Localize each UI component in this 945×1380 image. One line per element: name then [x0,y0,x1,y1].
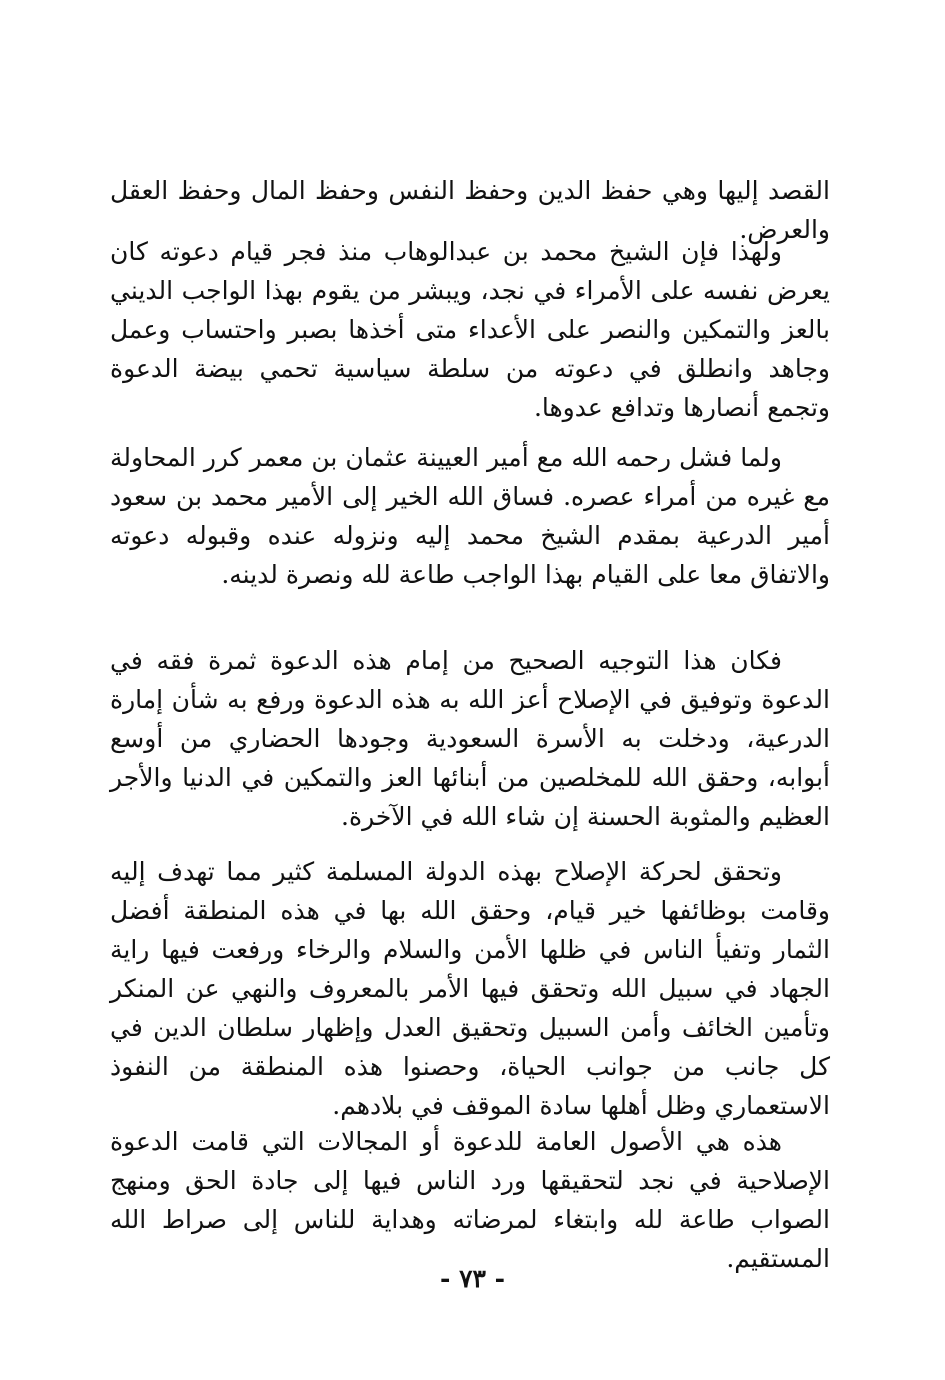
paragraph-4 [110,641,830,836]
paragraph-text: وتحقق لحركة الإصلاح بهذه الدولة المسلمة كثير مما تهدف إليه وقامت بوظائفها خير قيام، وحقق الله بها في هذه المنطقة أفضل الثمار وتفيأ الناس في ظلها الأمن والسلام والرخاء ورفعت فيها راية الجهاد في سبيل الله وتحقق فيها الأمر بالمعروف والنهي عن المنكر وتأمين الخائف وأمن السبيل وتحقيق العدل وإظهار سلطان الدين في كل جانب من جوانب الحياة، وحصنوا هذه المنطقة من النفوذ الاستعماري وظل أهلها سادة الموقف في بلادهم. [110,857,830,1120]
paragraph-5 [110,852,830,1125]
paragraph-text: ولهذا فإن الشيخ محمد بن عبدالوهاب منذ فجر قيام دعوته كان يعرض نفسه على الأمراء في نجد، ويبشر من يقوم بهذا الواجب الديني بالعز والتمكين والنصر على الأعداء متى أخذها بصبر واحتساب وعمل وجاهد وانطلق في دعوته من سلطة سياسية تحمي بيضة الدعوة وتجمع أنصارها وتدافع عدوها. [110,237,830,422]
paragraph-2 [110,232,830,427]
paragraph-text: فكان هذا التوجيه الصحيح من إمام هذه الدعوة ثمرة فقه في الدعوة وتوفيق في الإصلاح أعز الله به هذه الدعوة ورفع به شأن إمارة الدرعية، ودخلت به الأسرة السعودية وجودها الحضاري من أوسع أبوابه، وحقق الله للمخلصين من أبنائها العز والتمكين في الدنيا والأجر العظيم والمثوبة الحسنة إن شاء الله في الآخرة. [110,646,830,831]
paragraph-text: القصد إليها وهي حفظ الدين وحفظ النفس وحفظ المال وحفظ العقل والعرض. [110,176,830,244]
page-number: - ٧٣ - [439,1264,506,1293]
paragraph-3 [110,438,830,594]
paragraph-6 [110,1122,830,1278]
paragraph-text: هذه هي الأصول العامة للدعوة أو المجالات التي قامت الدعوة الإصلاحية في نجد لتحقيقها ورد الناس فيها إلى جادة الحق ومنهج الصواب طاعة لله وابتغاء لمرضاته وهداية للناس إلى صراط الله المستقيم. [110,1127,830,1273]
paragraph-text: ولما فشل رحمه الله مع أمير العيينة عثمان بن معمر كرر المحاولة مع غيره من أمراء عصره. فساق الله الخير إلى الأمير محمد بن سعود أمير الدرعية بمقدم الشيخ محمد إليه ونزوله عنده وقبوله دعوته والاتفاق معا على القيام بهذا الواجب طاعة لله ونصرة لدينه. [110,443,830,589]
